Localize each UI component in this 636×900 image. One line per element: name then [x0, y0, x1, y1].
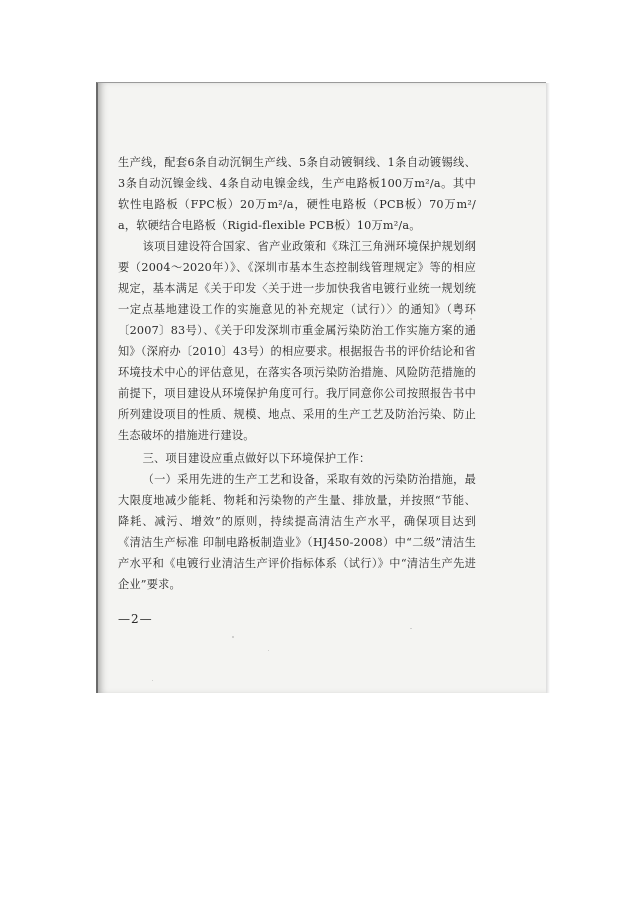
scan-speck: [268, 650, 269, 651]
page-number: —2—: [118, 612, 153, 626]
scan-speck: [232, 636, 234, 638]
section-heading: 三、项目建设应重点做好以下环境保护工作：: [142, 452, 371, 465]
document-body: [118, 152, 476, 595]
scan-speck: [410, 628, 412, 629]
paragraph-production-lines: 生产线，配套6条自动沉铜生产线、5条自动镀铜线、1条自动镀锡线、3条自动沉镍金线、4条自动电镍金线，生产电路板100万m²/a。其中软性电路板（FPC板）20万m²/a，硬性电路板（PCB板）70万m²/a，软硬结合电路板（Rigid-flexible PCB板）10万m²/a。: [118, 156, 476, 232]
paragraph-approval-opinion: 该项目建设符合国家、省产业政策和《珠江三角洲环境保护规划纲要（2004～2020年）》、《深圳市基本生态控制线管理规定》等的相应规定，基本满足《关于印发〈关于进一步加快我省电镀行业统一规划统一定点基地建设工作的实施意见的补充规定（试行）〉的通知》（粤环〔2007〕83号）、《关于印发深圳市重金属污染防治工作实施方案的通知》（深府办〔2010〕43号）的相应要求。根据报告书的评价结论和省环境技术中心的评估意见，在落实各项污染防治措施、风险防范措施的前提下，项目建设从环境保护角度可行。我厅同意你公司按照报告书中所列建设项目的性质、规模、地点、采用的生产工艺及防治污染、防止生态破坏的措施进行建设。: [118, 240, 476, 442]
scan-speck: [152, 680, 153, 681]
paragraph-clean-production: （一）采用先进的生产工艺和设备，采取有效的污染防治措施，最大限度地减少能耗、物耗和污染物的产生量、排放量，并按照“节能、降耗、减污、增效”的原则，持续提高清洁生产水平，确保项目达到《清洁生产标准 印制电路板制造业》（HJ450-2008）中“二级”清洁生产水平和《电镀行业清洁生产评价指标体系（试行）》中“清洁生产先进企业”要求。: [118, 473, 476, 591]
scan-speck: [470, 318, 472, 320]
